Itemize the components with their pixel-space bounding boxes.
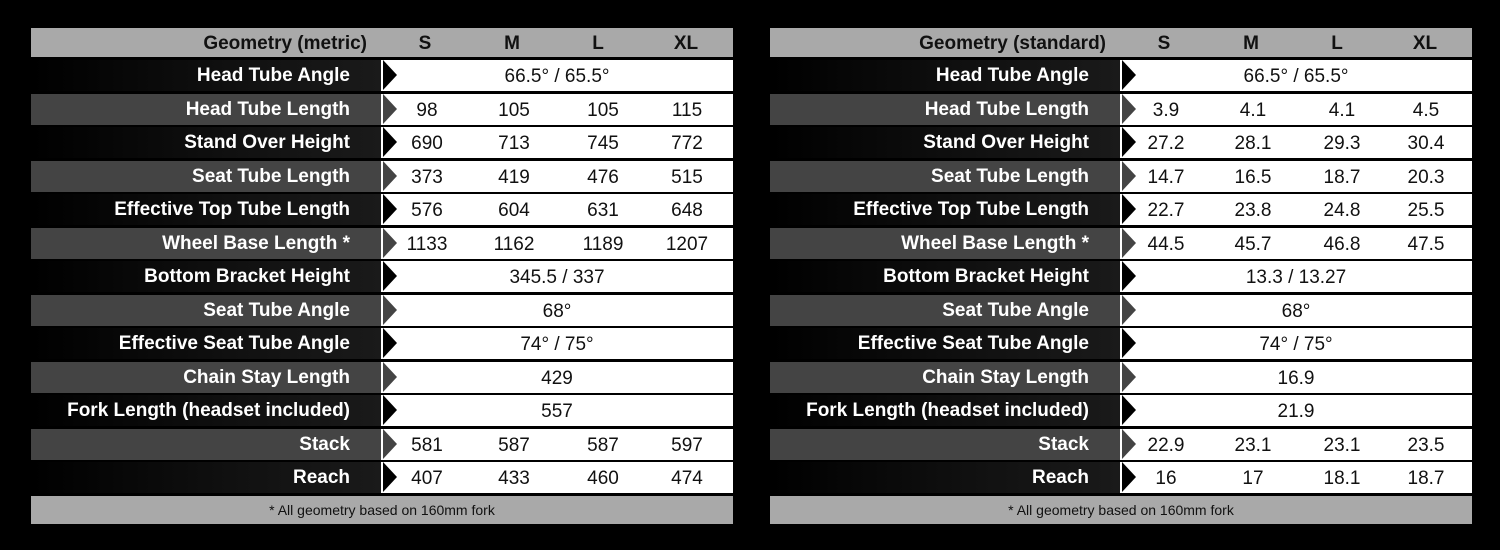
value-all-sizes: 13.3 / 13.27 (1245, 267, 1347, 288)
row-values (381, 161, 733, 192)
footnote: * All geometry based on 160mm fork (31, 496, 733, 524)
size-header-xl: XL (673, 33, 699, 54)
row-arrow-icon (1122, 228, 1136, 258)
value-m: 23.1 (1234, 434, 1272, 456)
size-header-l: L (1331, 33, 1343, 54)
row-label: Chain Stay Length (770, 362, 1122, 393)
row-seat-tube-length (31, 161, 733, 192)
row-arrow-icon (383, 295, 397, 325)
value-xl: 115 (671, 99, 703, 121)
row-arrow-icon (383, 127, 397, 157)
value-s: 3.9 (1152, 99, 1180, 121)
row-label: Head Tube Angle (770, 60, 1122, 91)
row-values (381, 362, 733, 393)
row-arrow-icon (383, 395, 397, 425)
value-all-sizes: 66.5° / 65.5° (1243, 66, 1349, 87)
row-label: Effective Top Tube Length (770, 194, 1122, 225)
row-wheel-base-length (31, 228, 733, 259)
value-all-sizes: 557 (541, 401, 573, 422)
row-label: Seat Tube Angle (770, 295, 1122, 326)
row-values (1120, 161, 1472, 192)
value-xl: 648 (671, 200, 703, 221)
value-s: 373 (411, 166, 443, 188)
row-arrow-icon (383, 429, 397, 459)
row-values (381, 395, 733, 426)
row-values (1120, 462, 1472, 493)
value-xl: 23.5 (1407, 434, 1445, 456)
row-label: Seat Tube Length (770, 161, 1122, 192)
row-effective-seat-tube-angle (770, 328, 1472, 359)
row-label: Effective Seat Tube Angle (770, 328, 1122, 359)
row-values (1120, 194, 1472, 225)
row-values (381, 60, 733, 91)
value-s: 98 (416, 99, 438, 121)
value-l: 29.3 (1323, 133, 1361, 154)
value-all-sizes: 345.5 / 337 (509, 267, 605, 288)
geometry-table-standard (770, 28, 1472, 524)
row-arrow-icon (1122, 295, 1136, 325)
row-stack (770, 429, 1472, 460)
row-values (381, 295, 733, 326)
value-m: 713 (498, 133, 530, 154)
row-arrow-icon (1122, 328, 1136, 358)
row-stand-over-height (770, 127, 1472, 158)
row-label: Stand Over Height (31, 127, 383, 158)
value-xl: 18.7 (1407, 468, 1445, 489)
row-reach (770, 462, 1472, 493)
row-values (381, 462, 733, 493)
row-values (381, 127, 733, 158)
value-s: 581 (411, 434, 443, 456)
row-stand-over-height (31, 127, 733, 158)
row-arrow-icon (383, 462, 397, 492)
value-xl: 25.5 (1407, 200, 1445, 221)
row-arrow-icon (383, 94, 397, 124)
row-wheel-base-length (770, 228, 1472, 259)
size-header-s: S (418, 33, 432, 54)
row-values (1120, 362, 1472, 393)
row-label: Fork Length (headset included) (770, 395, 1122, 426)
row-head-tube-angle (770, 60, 1472, 91)
row-label: Fork Length (headset included) (31, 395, 383, 426)
value-xl: 4.5 (1412, 99, 1440, 121)
row-chain-stay-length (770, 362, 1472, 393)
row-fork-length-headset-included (31, 395, 733, 426)
row-label: Head Tube Length (770, 94, 1122, 125)
value-m: 16.5 (1234, 166, 1272, 188)
value-l: 23.1 (1323, 434, 1361, 456)
row-seat-tube-angle (770, 295, 1472, 326)
row-arrow-icon (383, 328, 397, 358)
value-s: 1133 (406, 233, 448, 255)
size-header-m: M (504, 33, 520, 54)
row-bottom-bracket-height (31, 261, 733, 292)
size-header-m: M (1243, 33, 1259, 54)
value-m: 419 (498, 166, 530, 188)
value-l: 18.1 (1323, 468, 1361, 489)
geometry-table-metric (31, 28, 733, 524)
value-s: 576 (411, 200, 443, 221)
row-arrow-icon (1122, 261, 1136, 291)
row-arrow-icon (1122, 127, 1136, 157)
row-label: Reach (31, 462, 383, 493)
value-l: 745 (587, 133, 619, 154)
row-values (1120, 328, 1472, 359)
value-all-sizes: 21.9 (1277, 401, 1315, 422)
value-l: 18.7 (1323, 166, 1361, 188)
row-values (1120, 94, 1472, 125)
value-all-sizes: 16.9 (1277, 367, 1315, 389)
value-l: 105 (587, 99, 619, 121)
row-values (381, 261, 733, 292)
value-xl: 1207 (665, 233, 709, 255)
value-xl: 597 (671, 434, 703, 456)
value-all-sizes: 68° (1281, 300, 1311, 322)
value-s: 27.2 (1147, 133, 1185, 154)
row-seat-tube-length (770, 161, 1472, 192)
row-label: Stack (31, 429, 383, 460)
row-stack (31, 429, 733, 460)
row-effective-seat-tube-angle (31, 328, 733, 359)
row-label: Wheel Base Length * (31, 228, 383, 259)
value-m: 587 (498, 434, 530, 456)
value-l: 476 (587, 166, 619, 188)
value-xl: 515 (671, 166, 703, 188)
value-xl: 474 (671, 468, 703, 489)
table-title: Geometry (standard) (919, 33, 1106, 54)
row-values (381, 194, 733, 225)
row-label: Seat Tube Length (31, 161, 383, 192)
row-label: Wheel Base Length * (770, 228, 1122, 259)
value-m: 105 (498, 99, 530, 121)
row-values (381, 429, 733, 460)
value-m: 17 (1242, 468, 1264, 489)
row-arrow-icon (383, 228, 397, 258)
row-label: Bottom Bracket Height (770, 261, 1122, 292)
row-label: Seat Tube Angle (31, 295, 383, 326)
value-m: 604 (498, 200, 530, 221)
row-arrow-icon (1122, 161, 1136, 191)
row-label: Stand Over Height (770, 127, 1122, 158)
row-arrow-icon (1122, 60, 1136, 90)
row-values (1120, 60, 1472, 91)
row-arrow-icon (1122, 429, 1136, 459)
value-m: 28.1 (1234, 133, 1272, 154)
row-label: Reach (770, 462, 1122, 493)
row-reach (31, 462, 733, 493)
value-s: 407 (411, 468, 443, 489)
row-values (1120, 295, 1472, 326)
row-arrow-icon (383, 194, 397, 224)
row-head-tube-length (31, 94, 733, 125)
row-chain-stay-length (31, 362, 733, 393)
value-xl: 47.5 (1407, 233, 1445, 255)
value-m: 1162 (493, 233, 535, 255)
row-label: Head Tube Length (31, 94, 383, 125)
row-arrow-icon (1122, 94, 1136, 124)
row-arrow-icon (383, 261, 397, 291)
value-l: 24.8 (1323, 200, 1361, 221)
value-m: 45.7 (1234, 233, 1272, 255)
row-effective-top-tube-length (770, 194, 1472, 225)
row-seat-tube-angle (31, 295, 733, 326)
value-s: 690 (411, 133, 443, 154)
row-values (381, 94, 733, 125)
row-label: Stack (770, 429, 1122, 460)
value-s: 22.9 (1147, 434, 1185, 456)
footnote: * All geometry based on 160mm fork (770, 496, 1472, 524)
row-values (1120, 228, 1472, 259)
value-all-sizes: 429 (541, 367, 573, 389)
row-values (1120, 261, 1472, 292)
row-label: Head Tube Angle (31, 60, 383, 91)
value-xl: 30.4 (1407, 133, 1445, 154)
value-s: 44.5 (1147, 233, 1185, 255)
value-m: 23.8 (1234, 200, 1272, 221)
table-header (31, 28, 733, 57)
row-values (1120, 395, 1472, 426)
row-arrow-icon (1122, 395, 1136, 425)
value-all-sizes: 74° / 75° (520, 334, 594, 355)
row-head-tube-angle (31, 60, 733, 91)
value-l: 460 (587, 468, 619, 489)
table-header (770, 28, 1472, 57)
value-all-sizes: 68° (542, 300, 572, 322)
value-l: 1189 (582, 233, 624, 255)
size-header-l: L (592, 33, 604, 54)
row-arrow-icon (1122, 362, 1136, 392)
value-xl: 20.3 (1407, 166, 1445, 188)
row-values (381, 228, 733, 259)
value-m: 4.1 (1239, 99, 1267, 121)
row-label: Bottom Bracket Height (31, 261, 383, 292)
row-arrow-icon (383, 161, 397, 191)
value-l: 587 (587, 434, 619, 456)
table-title: Geometry (metric) (203, 33, 367, 54)
value-all-sizes: 66.5° / 65.5° (504, 66, 610, 87)
value-l: 46.8 (1323, 233, 1361, 255)
row-arrow-icon (383, 362, 397, 392)
row-head-tube-length (770, 94, 1472, 125)
row-fork-length-headset-included (770, 395, 1472, 426)
value-s: 14.7 (1147, 166, 1185, 188)
row-arrow-icon (1122, 194, 1136, 224)
row-arrow-icon (383, 60, 397, 90)
row-label: Chain Stay Length (31, 362, 383, 393)
value-all-sizes: 74° / 75° (1259, 334, 1333, 355)
size-header-s: S (1157, 33, 1171, 54)
row-values (1120, 429, 1472, 460)
value-m: 433 (498, 468, 530, 489)
value-xl: 772 (671, 133, 703, 154)
row-bottom-bracket-height (770, 261, 1472, 292)
row-label: Effective Top Tube Length (31, 194, 383, 225)
row-values (1120, 127, 1472, 158)
value-l: 631 (587, 200, 619, 221)
value-l: 4.1 (1328, 99, 1356, 121)
row-values (381, 328, 733, 359)
value-s: 22.7 (1147, 200, 1185, 221)
value-s: 16 (1155, 468, 1177, 489)
row-effective-top-tube-length (31, 194, 733, 225)
size-header-xl: XL (1412, 33, 1438, 54)
row-label: Effective Seat Tube Angle (31, 328, 383, 359)
row-arrow-icon (1122, 462, 1136, 492)
